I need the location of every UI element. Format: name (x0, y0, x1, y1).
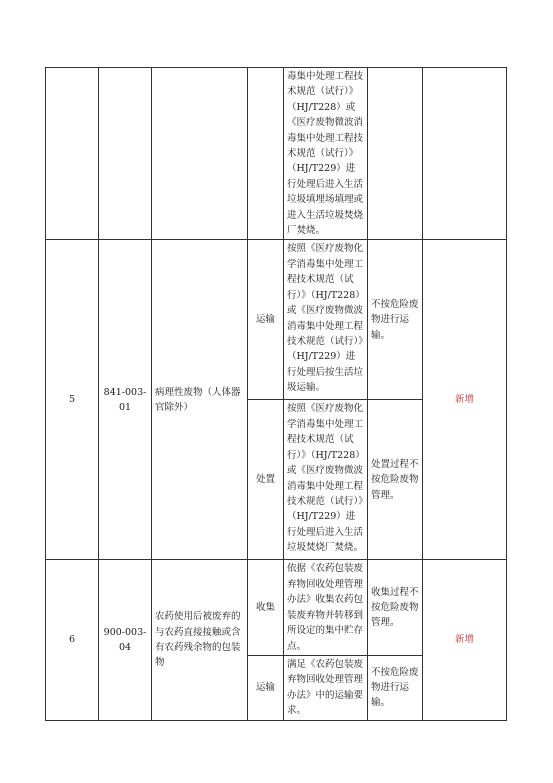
cell-name: 农药使用后被废弃的与农药直接接触或含有农药残余物的包装物 (152, 560, 248, 720)
cell-no: 6 (46, 560, 99, 720)
cell-code (99, 68, 152, 240)
cell-method: 按照《医疗废物化学消毒集中处理工程技术规范（试行）》（HJ/T228）或《医疗废物微波消毒集中处理工程技术规范（试行）》（HJ/T229）进行处理后进入生活垃圾焚烧厂焚烧。 (284, 400, 368, 560)
table-row-continued (46, 68, 507, 240)
cell-exemption: 处置过程不按危险废物管理。 (368, 400, 423, 560)
cell-code: 900-003-04 (99, 560, 152, 720)
cell-stage: 运输 (248, 655, 284, 720)
cell-method: 满足《农药包装废弃物回收处理管理办法》中的运输要求。 (284, 655, 368, 720)
status-badge: 新增 (423, 560, 507, 720)
status-badge: 新增 (423, 240, 507, 560)
cell-stage: 处置 (248, 400, 284, 560)
cell-no: 5 (46, 240, 99, 560)
cell-code: 841-003-01 (99, 240, 152, 560)
table-row-5 (46, 240, 507, 400)
cell-name: 病理性废物（人体器官除外） (152, 240, 248, 560)
cell-method: 毒集中处理工程技术规范（试行）》（HJ/T228）或《医疗废物微波消毒集中处理工程技术规范（试行）》（HJ/T229）进行处理后进入生活垃圾填埋场填埋或进入生活垃圾焚烧厂焚烧。 (284, 68, 368, 240)
cell-exemption: 收集过程不按危险废物管理。 (368, 560, 423, 655)
cell-exemption: 不按危险废物进行运输。 (368, 655, 423, 720)
cell-status (423, 68, 507, 240)
cell-method: 按照《医疗废物化学消毒集中处理工程技术规范（试行）》（HJ/T228）或《医疗废物微波消毒集中处理工程技术规范（试行）》（HJ/T229）进行处理后按生活垃圾运输。 (284, 240, 368, 400)
cell-stage: 运输 (248, 240, 284, 400)
cell-stage: 收集 (248, 560, 284, 655)
cell-no (46, 68, 99, 240)
table-row-6 (46, 560, 507, 655)
cell-exemption (368, 68, 423, 240)
cell-exemption: 不按危险废物进行运输。 (368, 240, 423, 400)
cell-name (152, 68, 248, 240)
cell-method: 依据《农药包装废弃物回收处理管理办法》收集农药包装废弃物并转移到所设定的集中贮存点。 (284, 560, 368, 655)
cell-stage (248, 68, 284, 240)
waste-exemption-table (45, 67, 507, 721)
